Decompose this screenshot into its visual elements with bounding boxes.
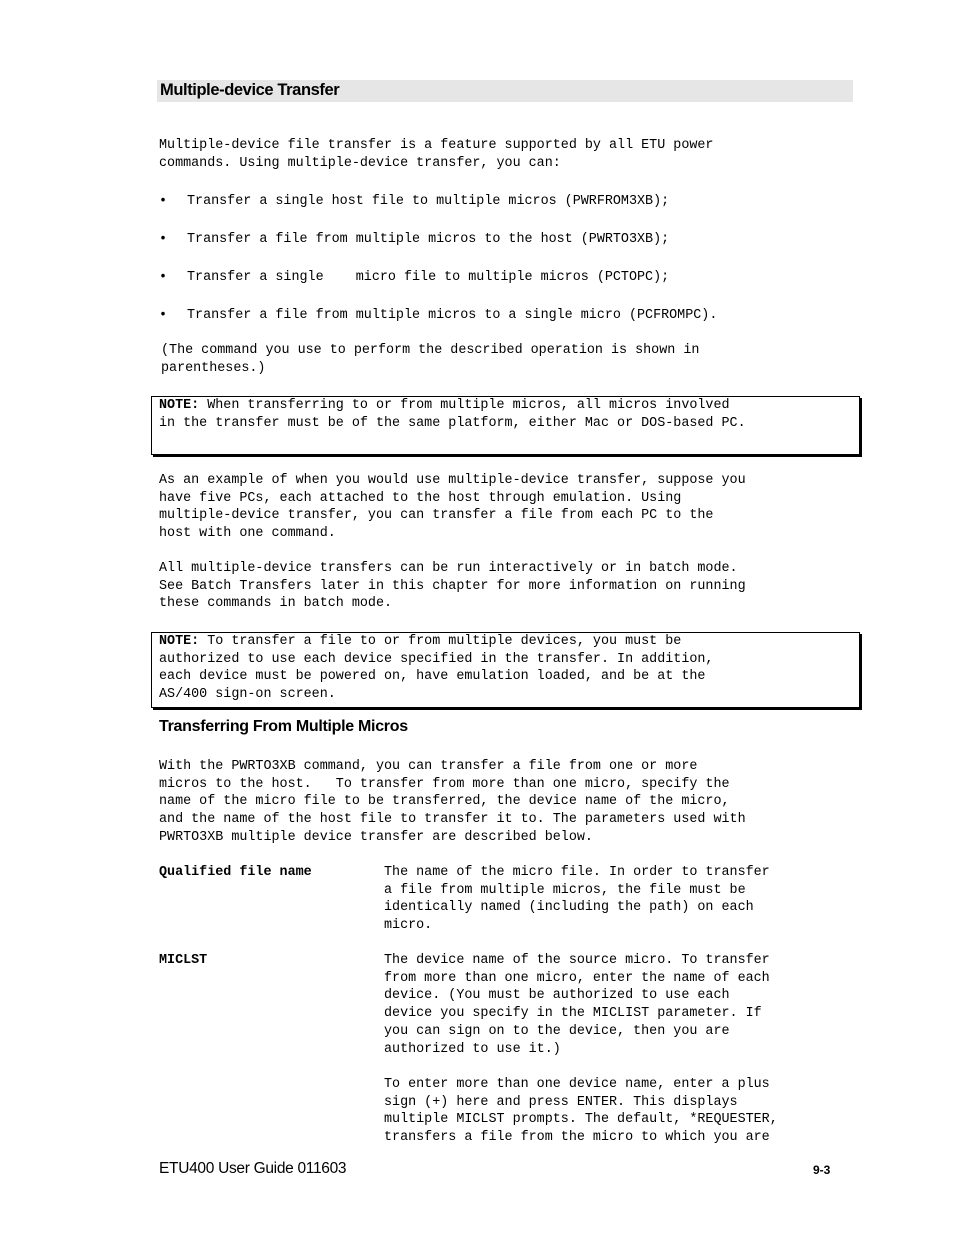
note-box bbox=[151, 632, 860, 708]
bullet-icon: • bbox=[159, 194, 168, 209]
bullet-icon: • bbox=[159, 232, 168, 247]
note-text bbox=[159, 397, 849, 432]
section-title: Multiple-device Transfer bbox=[160, 81, 340, 99]
list-item-text: Transfer a single host file to multiple micros (PWRFROM3XB); bbox=[187, 194, 670, 209]
footer-page-number: 9-3 bbox=[813, 1163, 831, 1177]
batch-paragraph: All multiple-device transfers can be run interactively or in batch mode. See Batch Transfers later in this chapter for more information on running these commands in batch mode. bbox=[159, 561, 746, 612]
note-label: NOTE: bbox=[159, 398, 200, 413]
note-body: To transfer a file to or from multiple devices, you must be authorized to use each device specified in the transfer. In addition, each device must be powered on, have emulation loaded, and be at the AS/400 sign-on screen. bbox=[159, 634, 714, 703]
note-text bbox=[159, 633, 849, 704]
param-description: The name of the micro file. In order to transfer a file from multiple micros, the file must be identically named (including the path) on each micro. bbox=[384, 865, 770, 934]
list-item-text: Transfer a single micro file to multiple micros (PCTOPC); bbox=[187, 270, 670, 285]
section-header-bar bbox=[157, 80, 853, 102]
note-box bbox=[151, 396, 860, 455]
pwrto-paragraph: With the PWRTO3XB command, you can transfer a file from one or more micros to the host. To transfer from more than one micro, specify the name of the micro file to be transferred, the device name of the micro, and the name of the host file to transfer it to. The parameters used with PWRTO3XB multiple device transfer are described below. bbox=[159, 759, 746, 845]
footer-guide-title: ETU400 User Guide 011603 bbox=[159, 1160, 347, 1177]
bullet-icon: • bbox=[159, 270, 168, 285]
param-label: Qualified file name bbox=[159, 865, 312, 880]
bullet-icon: • bbox=[159, 308, 168, 323]
param-label: MICLST bbox=[159, 953, 208, 968]
list-item-text: Transfer a file from multiple micros to a single micro (PCFROMPC). bbox=[187, 308, 718, 323]
list-item-text: Transfer a file from multiple micros to the host (PWRTO3XB); bbox=[187, 232, 670, 247]
intro-paragraph: Multiple-device file transfer is a feature supported by all ETU power commands. Using multiple-device transfer, you can: bbox=[159, 138, 714, 171]
example-paragraph: As an example of when you would use multiple-device transfer, suppose you have five PCs, each attached to the host through emulation. Using multiple-device transfer, you can transfer a file from each PC to the host with one command. bbox=[159, 473, 746, 542]
note-body: When transferring to or from multiple micros, all micros involved in the transfer must be of the same platform, either Mac or DOS-based PC. bbox=[159, 398, 746, 431]
paren-paragraph: (The command you use to perform the described operation is shown in parentheses.) bbox=[161, 343, 700, 376]
param-description: The device name of the source micro. To transfer from more than one micro, enter the name of each device. (You must be authorized to use each device you specify in the MICLIST parameter. If you can sign on to the device, then you are authorized to use it.) bbox=[384, 953, 770, 1057]
subsection-title: Transferring From Multiple Micros bbox=[159, 718, 408, 735]
param-description-continued: To enter more than one device name, enter a plus sign (+) here and press ENTER. This displays multiple MICLST prompts. The default, *REQUESTER, transfers a file from the micro to which you are bbox=[384, 1077, 778, 1146]
note-label: NOTE: bbox=[159, 634, 200, 649]
